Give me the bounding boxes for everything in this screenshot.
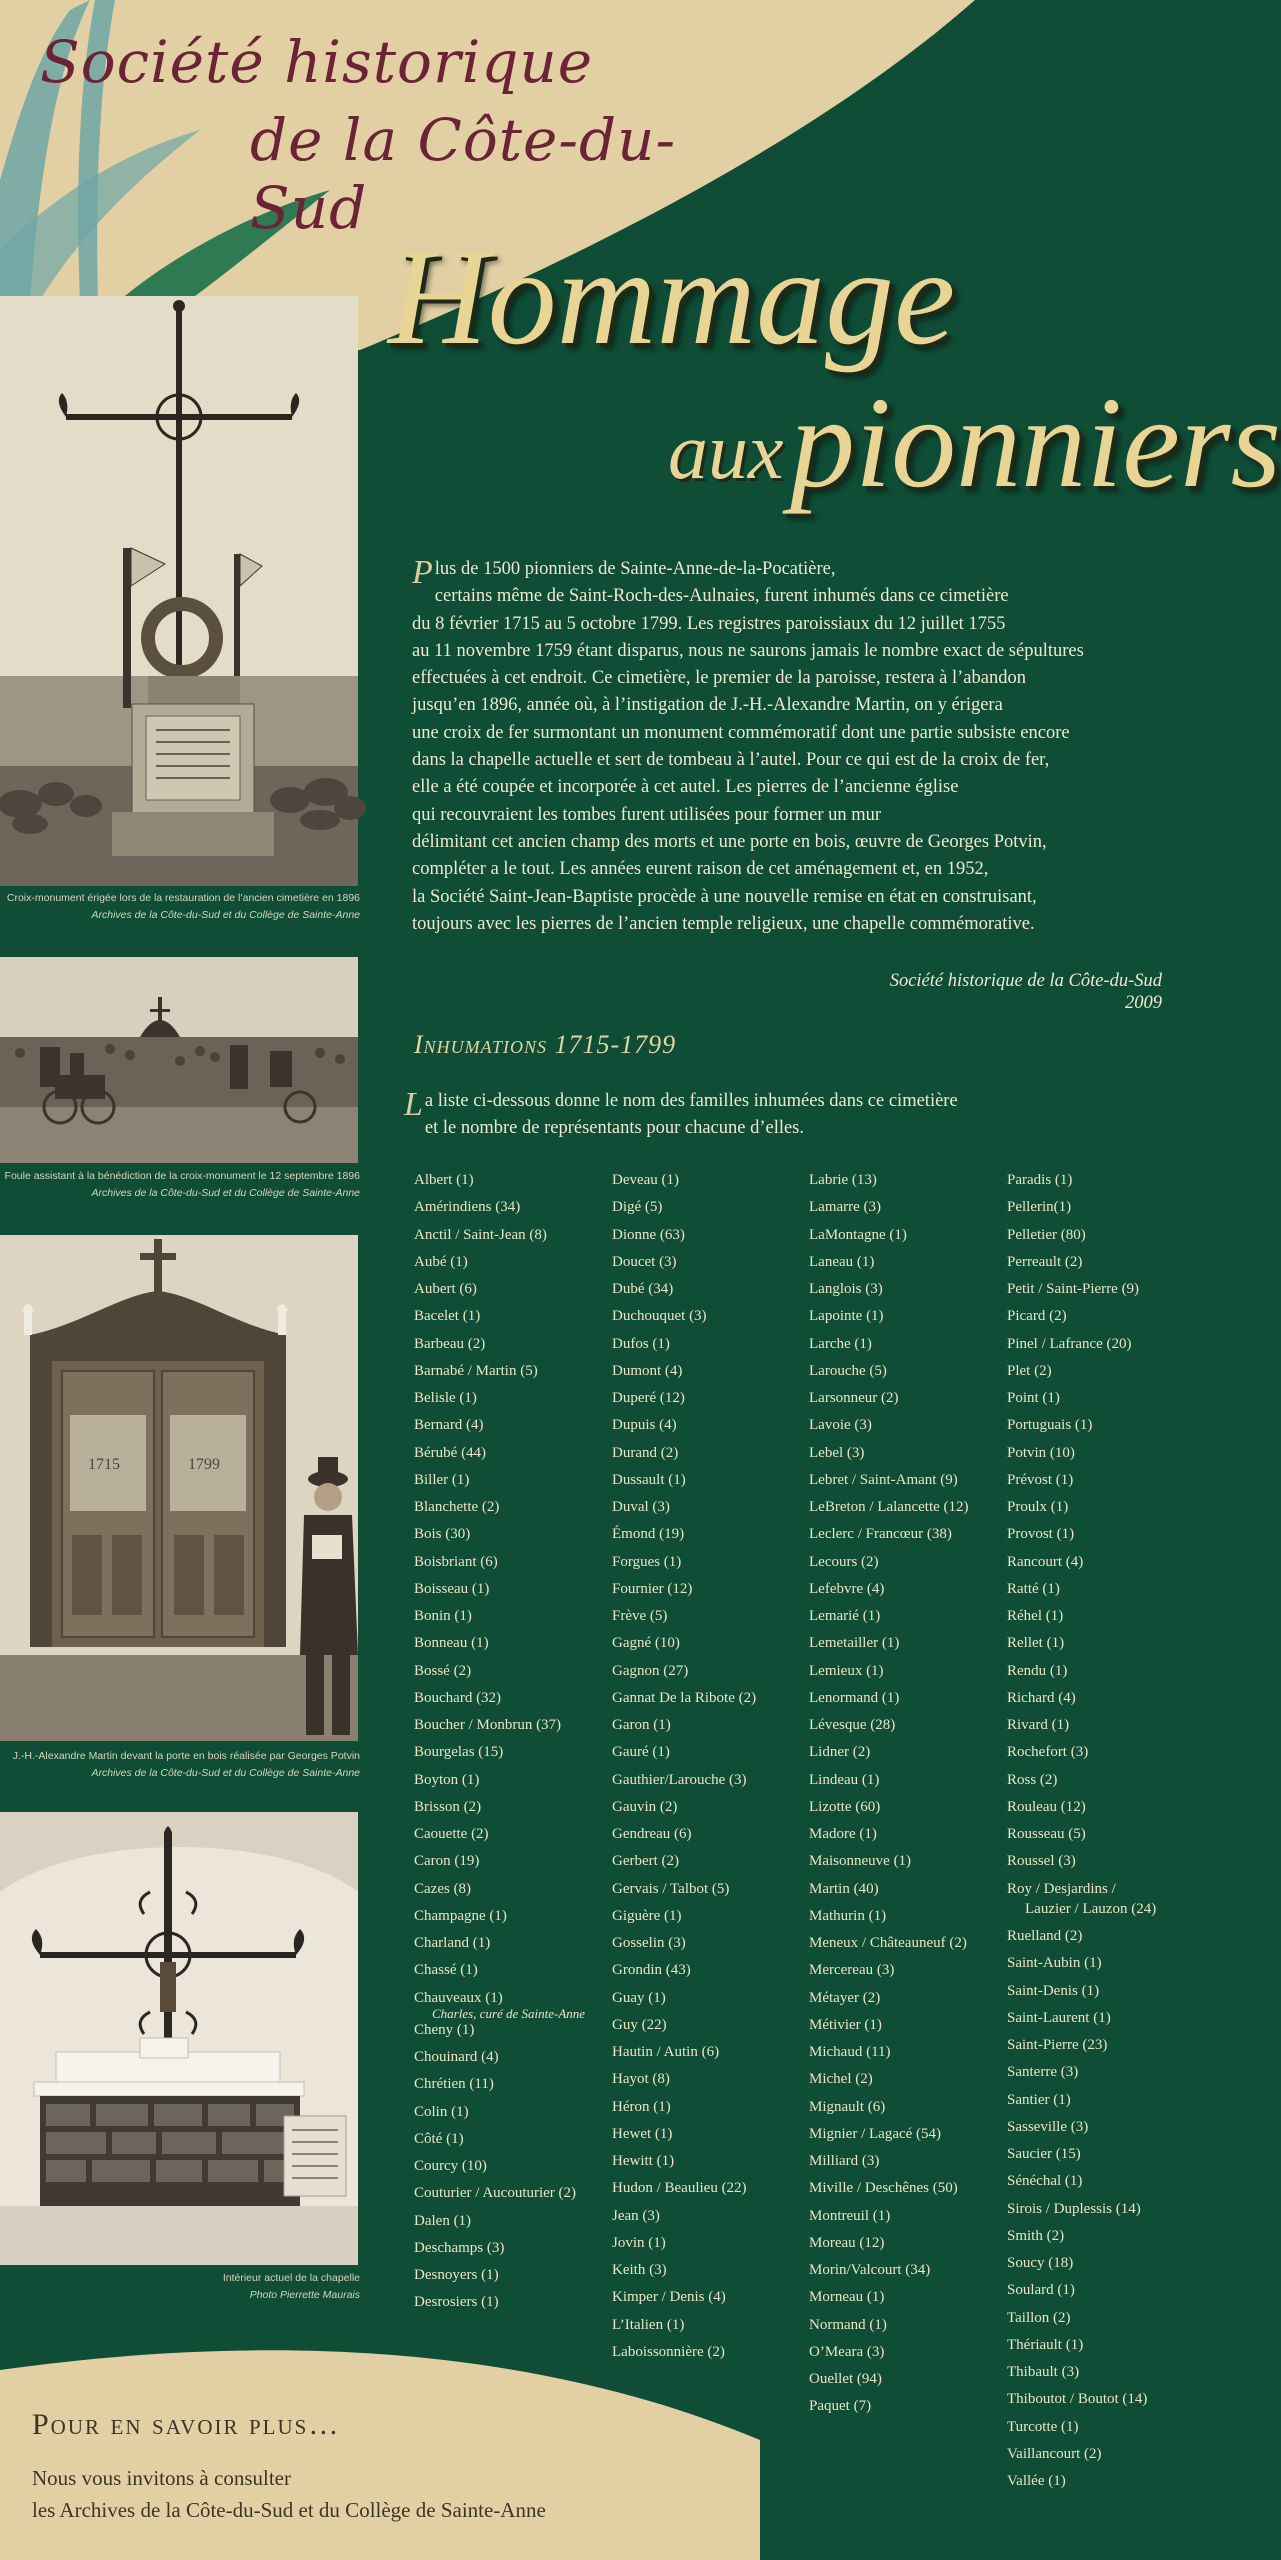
signature-year: 2009 [1125, 993, 1162, 1013]
family-entry: Petit / Saint-Pierre (9) [1007, 1281, 1140, 1297]
family-entry: Frève (5) [612, 1608, 668, 1624]
family-entry: LeBreton / Lalancette (12) [809, 1499, 969, 1515]
photo-wooden-door [0, 1235, 358, 1741]
caption-4 [0, 2270, 360, 2304]
family-entry: Vaillancourt (2) [1007, 2445, 1102, 2462]
family-entry: Morin/Valcourt (34) [809, 2262, 931, 2278]
caption-4-line-1: Intérieur actuel de la chapelle [222, 2272, 360, 2284]
family-entry: Madore (1) [809, 1826, 877, 1842]
family-entry: Prévost (1) [1007, 1471, 1074, 1488]
family-entry: Bois (30) [414, 1526, 471, 1543]
family-entry: Forgues (1) [612, 1553, 682, 1570]
family-entry: Amérindiens (34) [414, 1199, 521, 1216]
society-line-1: Société historique [40, 28, 594, 96]
family-entry: Bonin (1) [414, 1608, 472, 1624]
family-entry: Lapointe (1) [809, 1308, 884, 1325]
family-entry: Larche (1) [809, 1335, 872, 1352]
family-entry: Gannat De la Ribote (2) [612, 1689, 757, 1706]
family-entry: Proulx (1) [1007, 1499, 1069, 1515]
family-entry: Rouleau (12) [1007, 1798, 1086, 1815]
family-entry: Lemarié (1) [809, 1608, 881, 1624]
family-entry: Colin (1) [414, 2103, 469, 2120]
family-entry: Paradis (1) [1007, 1172, 1073, 1188]
family-entry: Deschamps (3) [414, 2239, 505, 2256]
family-entry: Chauveaux (1) [414, 1989, 503, 2006]
family-entry: Pelletier (80) [1007, 1226, 1086, 1243]
signature [890, 970, 1162, 1014]
family-entry: Thiboutot / Boutot (14) [1007, 2391, 1148, 2408]
family-entry: Deveau (1) [612, 1172, 680, 1188]
family-entry: Saucier (15) [1007, 2146, 1081, 2162]
family-entry: Normand (1) [809, 2316, 887, 2333]
family-entry: Côté (1) [414, 2130, 464, 2147]
family-entry: Santier (1) [1007, 2091, 1071, 2108]
photo-crowd [0, 957, 358, 1163]
family-entry: Pellerin(1) [1007, 1199, 1072, 1216]
family-entry: Mathurin (1) [809, 1907, 887, 1924]
family-entry: Lebret / Saint-Amant (9) [809, 1471, 958, 1488]
family-entry: Gendreau (6) [612, 1826, 692, 1842]
family-entry: Digé (5) [612, 1199, 663, 1216]
family-entry: Lemetailler (1) [809, 1635, 900, 1652]
footer-line-2: les Archives de la Côte-du-Sud et du Collège de Sainte-Anne [32, 2498, 546, 2522]
footer-heading: Pour en savoir plus… [32, 2408, 341, 2441]
family-entry: Guay (1) [612, 1989, 666, 2006]
family-entry: Bourgelas (15) [414, 1744, 504, 1761]
family-entry: Bossé (2) [414, 1662, 472, 1679]
family-entry: Gervais / Talbot (5) [612, 1880, 730, 1897]
family-entry: Taillon (2) [1007, 2309, 1071, 2326]
caption-3-line-2: Archives de la Côte-du-Sud et du Collège de Sainte-Anne [91, 1767, 360, 1779]
family-entry: Thériault (1) [1007, 2336, 1084, 2353]
family-entry: Dionne (63) [612, 1226, 685, 1243]
family-column-2 [612, 1167, 756, 2366]
family-entry: Boisbriant (6) [414, 1553, 498, 1570]
family-entry: Portuguais (1) [1007, 1417, 1093, 1434]
family-entry: Saint-Laurent (1) [1007, 2009, 1111, 2026]
family-entry: Vallée (1) [1007, 2473, 1066, 2489]
family-entry: Saint-Pierre (23) [1007, 2037, 1108, 2053]
family-entry: Gosselin (3) [612, 1935, 686, 1951]
family-entry: Mercereau (3) [809, 1962, 895, 1979]
family-entry: Gerbert (2) [612, 1853, 680, 1870]
family-column-1 [414, 1167, 585, 2317]
family-entry: Montreuil (1) [809, 2207, 891, 2224]
family-entry: Pinel / Lafrance (20) [1007, 1335, 1132, 1352]
family-entry: Potvin (10) [1007, 1444, 1075, 1461]
family-entry: Guy (22) [612, 2016, 667, 2033]
family-entry: Cazes (8) [414, 1880, 472, 1897]
family-entry: Brisson (2) [414, 1798, 482, 1815]
family-entry: Gauvin (2) [612, 1798, 678, 1815]
caption-1-line-2: Archives de la Côte-du-Sud et du Collège de Sainte-Anne [91, 909, 360, 921]
family-entry: Moreau (12) [809, 2234, 885, 2251]
family-entry: Charland (1) [414, 1935, 491, 1951]
family-entry: Duperé (12) [612, 1390, 685, 1406]
family-entry: Sirois / Duplessis (14) [1007, 2200, 1141, 2217]
family-entry: Duval (3) [612, 1499, 670, 1515]
family-entry: Smith (2) [1007, 2227, 1065, 2244]
caption-2-line-1: Foule assistant à la bénédiction de la croix-monument le 12 septembre 1896 [4, 1170, 360, 1182]
family-entry: Bonneau (1) [414, 1635, 489, 1652]
family-entry: Ouellet (94) [809, 2371, 882, 2387]
family-entry: Émond (19) [612, 1526, 685, 1543]
caption-1 [0, 890, 360, 924]
family-entry: Biller (1) [414, 1471, 470, 1488]
family-entry: Dubé (34) [612, 1281, 674, 1297]
family-entry: Boisseau (1) [414, 1580, 490, 1597]
intro-line: toujours avec les pierres de l’ancien temple religieux, une chapelle commémorative. [412, 913, 1035, 934]
family-entry: Maisonneuve (1) [809, 1853, 912, 1870]
family-entry: Lebel (3) [809, 1444, 865, 1461]
family-entry: Chassé (1) [414, 1962, 478, 1979]
family-entry: Hayot (8) [612, 2071, 670, 2088]
family-entry: Boyton (1) [414, 1771, 480, 1788]
family-entry: Bouchard (32) [414, 1689, 502, 1706]
family-entry: Lefebvre (4) [809, 1580, 885, 1597]
family-entry: Barnabé / Martin (5) [414, 1362, 538, 1379]
intro-line: effectuées à cet endroit. Ce cimetière, le premier de la paroisse, restera à l’abandon [412, 668, 1026, 689]
family-entry: Keith (3) [612, 2262, 667, 2278]
title-aux: aux [668, 408, 784, 496]
family-entry: Saint-Aubin (1) [1007, 1955, 1102, 1972]
family-entry: Gagnon (27) [612, 1662, 689, 1679]
family-entry: Durand (2) [612, 1444, 679, 1461]
family-entry: Lévesque (28) [809, 1717, 896, 1733]
family-entry: Rivard (1) [1007, 1717, 1070, 1733]
family-entry: Jovin (1) [612, 2234, 666, 2251]
family-entry: Courcy (10) [414, 2158, 487, 2174]
caption-2 [0, 1168, 360, 1202]
family-entry-note: Charles, curé de Sainte-Anne [432, 2005, 586, 2021]
family-entry: O’Meara (3) [809, 2343, 885, 2360]
caption-2-line-2: Archives de la Côte-du-Sud et du Collège de Sainte-Anne [91, 1187, 360, 1199]
family-entry: Miville / Deschênes (50) [809, 2180, 958, 2197]
family-entry: Duchouquet (3) [612, 1308, 707, 1325]
family-entry: Rousseau (5) [1007, 1826, 1086, 1842]
family-entry: Soucy (18) [1007, 2255, 1074, 2271]
list-intro-line-2: et le nombre de représentants pour chacune d’elles. [424, 1118, 805, 1138]
family-entry: Barbeau (2) [414, 1335, 486, 1352]
family-entry: Lecours (2) [809, 1553, 879, 1570]
family-entry: Soulard (1) [1007, 2282, 1075, 2299]
intro-line: du 8 février 1715 au 5 octobre 1799. Les registres paroissiaux du 12 juillet 1755 [412, 613, 1006, 634]
family-entry: Caron (19) [414, 1853, 480, 1870]
family-entry: Leclerc / Francœur (38) [809, 1526, 952, 1543]
family-entry: Michel (2) [809, 2071, 873, 2088]
family-entry: Bernard (4) [414, 1417, 484, 1434]
caption-3-line-1: J.-H.-Alexandre Martin devant la porte en bois réalisée par Georges Potvin [12, 1750, 360, 1762]
family-entry: Milliard (3) [809, 2153, 880, 2169]
family-entry: LaMontagne (1) [809, 1226, 907, 1243]
door-year-left: 1715 [88, 1456, 120, 1473]
family-entry: Santerre (3) [1007, 2064, 1079, 2081]
family-entry: Mignault (6) [809, 2098, 886, 2115]
family-entry: Rellet (1) [1007, 1635, 1065, 1652]
signature-name: Société historique de la Côte-du-Sud [889, 971, 1162, 991]
family-entry: Métayer (2) [809, 1989, 881, 2006]
family-entry: Rochefort (3) [1007, 1744, 1089, 1761]
family-entry: Dussault (1) [612, 1471, 686, 1488]
family-entry: Doucet (3) [612, 1253, 677, 1270]
intro-line: qui recouvraient les tombes furent utilisées pour former un mur [412, 804, 882, 825]
family-entry: Picard (2) [1007, 1308, 1067, 1325]
photo-cross-monument [0, 296, 358, 886]
family-entry: Roy / Desjardins / [1007, 1880, 1116, 1897]
family-entry: Michaud (11) [809, 2044, 891, 2060]
family-entry: Hewet (1) [612, 2125, 673, 2142]
family-entry: Desrosiers (1) [414, 2294, 499, 2311]
intro-line: au 11 novembre 1759 étant disparus, nous ne saurons jamais le nombre exact de sépultures [412, 640, 1084, 661]
family-entry: L’Italien (1) [612, 2316, 685, 2333]
family-entry: Grondin (43) [612, 1962, 691, 1979]
family-column-3 [809, 1167, 969, 2421]
family-entry: Dupuis (4) [612, 1417, 677, 1434]
inhumations-heading: Inhumations 1715-1799 [414, 1030, 677, 1059]
family-entry: Lidner (2) [809, 1744, 871, 1761]
family-entry: Cheny (1) [414, 2021, 475, 2038]
family-entry: Lizotte (60) [809, 1798, 881, 1815]
family-entry: Boucher / Monbrun (37) [414, 1717, 562, 1733]
family-entry: Laneau (1) [809, 1253, 875, 1270]
family-entry: Laboissonnière (2) [612, 2343, 725, 2360]
family-entry: Gagné (10) [612, 1635, 680, 1652]
family-entry: Belisle (1) [414, 1390, 477, 1406]
family-entry: Anctil / Saint-Jean (8) [414, 1226, 547, 1243]
family-entry: Lavoie (3) [809, 1417, 872, 1434]
list-intro [404, 1088, 1164, 1142]
family-entry: Couturier / Aucouturier (2) [414, 2185, 577, 2202]
family-entry: Aubert (6) [414, 1281, 477, 1297]
caption-4-line-2: Photo Pierrette Maurais [249, 2289, 360, 2301]
footer-line-1: Nous vous invitons à consulter [32, 2466, 291, 2490]
intro-dropcap: P [412, 554, 433, 591]
family-entry: Jean (3) [612, 2207, 660, 2224]
family-entry: Roussel (3) [1007, 1853, 1076, 1870]
family-entry: Hudon / Beaulieu (22) [612, 2180, 747, 2197]
family-entry: Richard (4) [1007, 1689, 1076, 1706]
family-entry: Lemieux (1) [809, 1662, 884, 1679]
family-entry: Perreault (2) [1007, 1253, 1083, 1270]
family-entry: Provost (1) [1007, 1526, 1075, 1543]
intro-line: certains même de Saint-Roch-des-Aulnaies, furent inhumés dans ce cimetière [434, 586, 1009, 607]
family-entry: Hautin / Autin (6) [612, 2044, 720, 2060]
society-line-2: de la Côte-du-Sud [250, 106, 677, 242]
family-entry: Dumont (4) [612, 1362, 683, 1379]
title-pionniers: pionniers [790, 371, 1281, 515]
family-entry: Métivier (1) [809, 2016, 882, 2033]
family-entry: Lamarre (3) [809, 1199, 882, 1216]
family-entry: Kimper / Denis (4) [612, 2289, 726, 2306]
family-entry: Labrie (13) [809, 1172, 877, 1188]
family-entry: Martin (40) [809, 1880, 879, 1897]
family-entry: Blanchette (2) [414, 1499, 500, 1515]
family-entry: Mignier / Lagacé (54) [809, 2125, 942, 2142]
family-entry: Langlois (3) [809, 1281, 883, 1297]
family-entry: Sasseville (3) [1007, 2118, 1089, 2135]
family-entry: Rancourt (4) [1007, 1553, 1084, 1570]
family-entry: Aubé (1) [414, 1253, 468, 1270]
intro-line: délimitant cet ancien champ des morts et une porte en bois, œuvre de Georges Potvin, [412, 831, 1047, 852]
family-entry: Chouinard (4) [414, 2049, 499, 2065]
family-entry: Dufos (1) [612, 1335, 670, 1352]
family-entry: Champagne (1) [414, 1907, 507, 1924]
family-entry: Dalen (1) [414, 2212, 472, 2229]
family-entry: Paquet (7) [809, 2398, 872, 2415]
intro-line: la Société Saint-Jean-Baptiste procède à une nouvelle remise en état en construisant, [412, 886, 1037, 907]
family-entry: Plet (2) [1007, 1362, 1052, 1379]
list-intro-dropcap: L [404, 1086, 423, 1123]
family-entry: Ruelland (2) [1007, 1928, 1083, 1944]
family-entry: Turcotte (1) [1007, 2418, 1079, 2435]
footer-text [32, 2462, 546, 2526]
family-entry: Lenormand (1) [809, 1689, 900, 1706]
family-entry: Chrétien (11) [414, 2076, 494, 2093]
title-hommage: Hommage [388, 220, 956, 373]
photo-chapel-interior [0, 1812, 358, 2265]
family-entry: Bérubé (44) [414, 1444, 487, 1461]
family-entry: Ross (2) [1007, 1771, 1058, 1788]
family-entry: Hewitt (1) [612, 2153, 675, 2169]
family-entry: Morneau (1) [809, 2289, 885, 2306]
family-entry: Lindeau (1) [809, 1771, 880, 1788]
family-entry: Albert (1) [414, 1172, 474, 1188]
family-entry: Caouette (2) [414, 1826, 489, 1842]
intro-paragraph [412, 556, 1172, 938]
family-entry: Larouche (5) [809, 1362, 887, 1379]
intro-line: jusqu’en 1896, année où, à l’instigation de J.-H.-Alexandre Martin, on y érigera [412, 695, 1003, 716]
family-entry: Gauré (1) [612, 1744, 670, 1761]
family-entry: Point (1) [1007, 1390, 1060, 1406]
family-column-4 [1007, 1167, 1156, 2495]
family-entry: Thibault (3) [1007, 2364, 1080, 2380]
caption-1-line-1: Croix-monument érigée lors de la restauration de l’ancien cimetière en 1896 [6, 892, 360, 904]
family-entry: Giguère (1) [612, 1907, 682, 1924]
family-entry: Sénéchal (1) [1007, 2173, 1083, 2190]
family-entry: Réhel (1) [1007, 1608, 1064, 1624]
family-entry: Bacelet (1) [414, 1308, 481, 1325]
family-entry-continuation: Lauzier / Lauzon (24) [1025, 1900, 1157, 1917]
family-entry: Fournier (12) [612, 1580, 693, 1597]
list-intro-line-1: a liste ci-dessous donne le nom des familles inhumées dans ce cimetière [424, 1091, 958, 1111]
intro-line: elle a été coupée et incorporée à cet autel. Les pierres de l’ancienne église [412, 777, 959, 798]
intro-line: dans la chapelle actuelle et sert de tombeau à l’autel. Pour ce qui est de la croix de fer, [412, 750, 1050, 771]
door-year-right: 1799 [188, 1456, 220, 1473]
society-title [40, 28, 720, 242]
family-entry: Ratté (1) [1007, 1580, 1060, 1597]
family-entry: Rendu (1) [1007, 1662, 1068, 1679]
family-entry: Desnoyers (1) [414, 2267, 499, 2283]
family-entry: Garon (1) [612, 1717, 671, 1733]
intro-line: une croix de fer surmontant un monument commémoratif dont une partie subsiste encore [412, 722, 1070, 743]
family-entry: Héron (1) [612, 2098, 671, 2115]
family-entry: Gauthier/Larouche (3) [612, 1771, 747, 1788]
intro-line: compléter a le tout. Les années eurent raison de cet aménagement et, en 1952, [412, 859, 989, 880]
intro-line: lus de 1500 pionniers de Sainte-Anne-de-la-Pocatière, [434, 559, 836, 579]
family-entry: Larsonneur (2) [809, 1390, 899, 1406]
family-entry: Meneux / Châteauneuf (2) [809, 1935, 967, 1951]
family-entry: Saint-Denis (1) [1007, 1982, 1100, 1999]
caption-3 [0, 1748, 360, 1782]
